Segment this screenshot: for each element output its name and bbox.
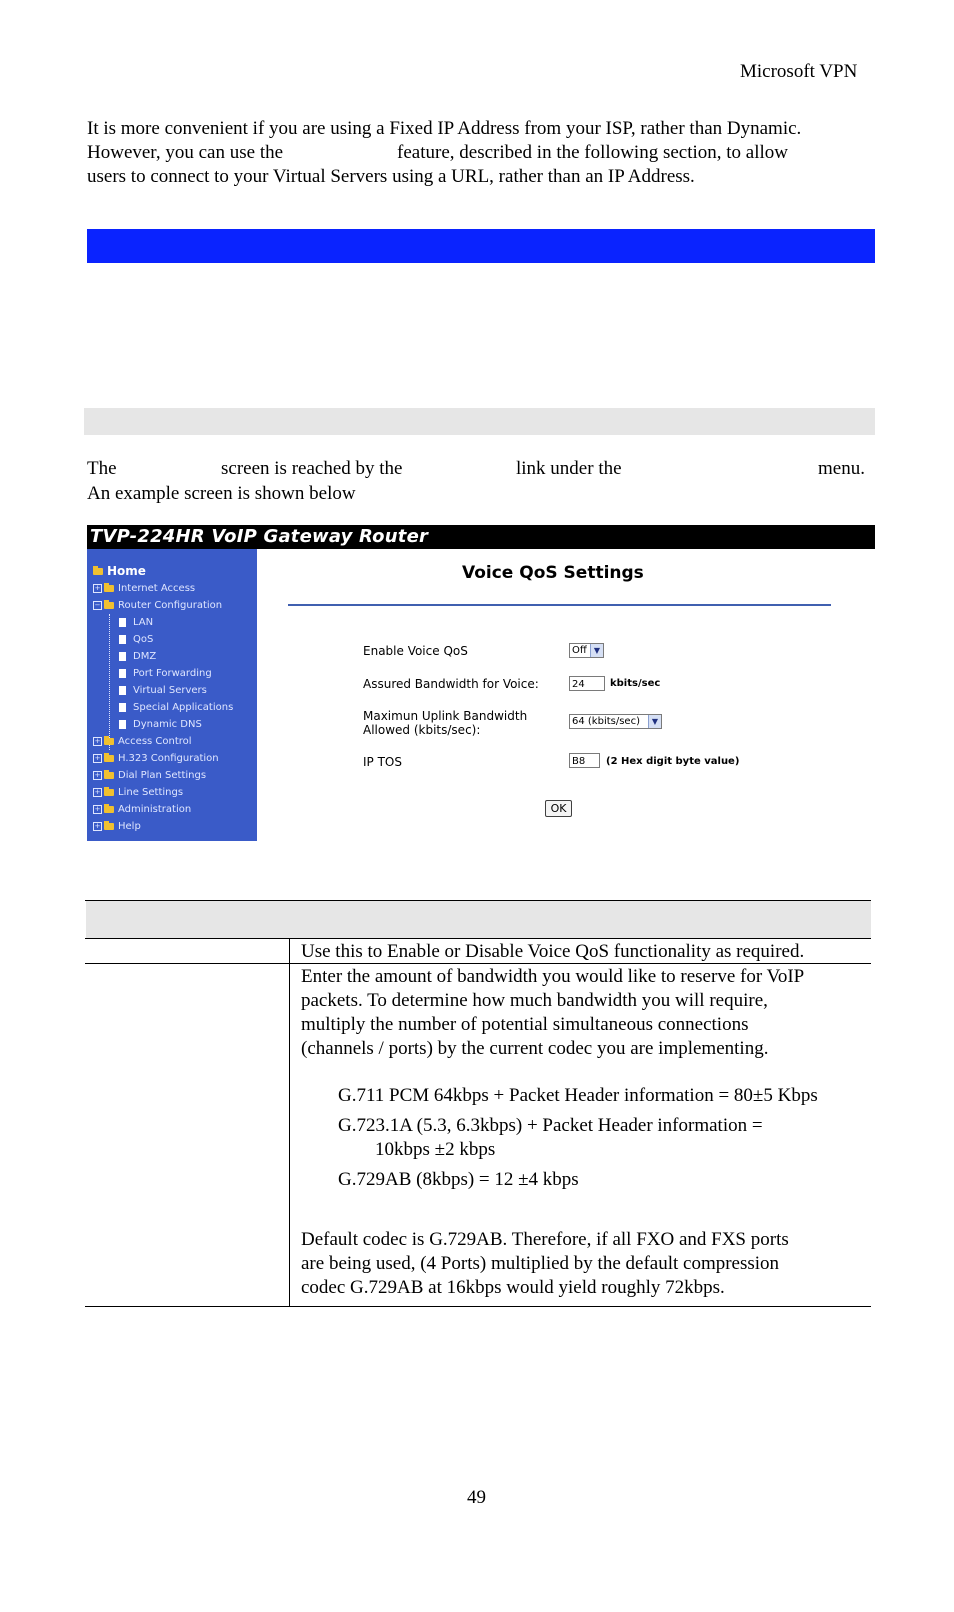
- description-line: multiply the number of potential simultaneous connections: [301, 1014, 749, 1035]
- reach-text-1: The: [87, 458, 117, 479]
- bandwidth-unit: kbits/sec: [610, 678, 661, 689]
- page-icon: [119, 669, 126, 678]
- folder-icon: [104, 602, 114, 609]
- tree-connector: [109, 614, 110, 750]
- table-divider: [85, 938, 871, 939]
- nav-help[interactable]: + Help: [94, 821, 141, 832]
- page-icon: [119, 703, 126, 712]
- nav-qos[interactable]: QoS: [119, 631, 153, 648]
- enable-voice-qos-value: Off: [572, 645, 587, 656]
- folder-open-icon: [93, 568, 103, 575]
- uplink-label-line1: Maximun Uplink Bandwidth: [363, 709, 528, 723]
- folder-icon: [104, 823, 114, 830]
- table-column-divider: [289, 938, 290, 1307]
- folder-icon: [104, 772, 114, 779]
- reach-text-3: link under the: [516, 458, 622, 479]
- folder-icon: [104, 738, 114, 745]
- expand-icon: +: [94, 804, 101, 813]
- ip-tos-hint: (2 Hex digit byte value): [606, 756, 740, 767]
- uplink-bandwidth-select[interactable]: [569, 714, 662, 729]
- nav-home-label: Home: [107, 564, 146, 578]
- expand-icon: +: [94, 583, 101, 592]
- nav-port-forwarding[interactable]: Port Forwarding: [119, 665, 212, 682]
- codec-g729: G.729AB (8kbps) = 12 ±4 kbps: [338, 1169, 579, 1190]
- running-header: Microsoft VPN: [740, 61, 858, 82]
- intro-line: users to connect to your Virtual Servers using a URL, rather than an IP Address.: [87, 166, 695, 187]
- router-screenshot: [87, 525, 875, 841]
- folder-icon: [104, 806, 114, 813]
- router-nav-menu: [87, 549, 257, 841]
- page-icon: [119, 618, 126, 627]
- folder-icon: [104, 789, 114, 796]
- expand-icon: +: [94, 753, 101, 762]
- enable-voice-qos-select[interactable]: [569, 643, 604, 658]
- description-line: Enter the amount of bandwidth you would like to reserve for VoIP: [301, 966, 805, 987]
- expand-icon: +: [94, 736, 101, 745]
- expand-icon: +: [94, 787, 101, 796]
- intro-paragraph: [87, 117, 877, 189]
- voice-qos-title: Voice QoS Settings: [462, 563, 644, 583]
- nav-dmz[interactable]: DMZ: [119, 648, 156, 665]
- reach-sentence: [87, 457, 869, 481]
- page-number: 49: [467, 1487, 486, 1508]
- page-icon: [119, 635, 126, 644]
- table-border-bottom: [85, 1306, 871, 1307]
- nav-dial-plan-settings[interactable]: + Dial Plan Settings: [94, 770, 207, 781]
- bandwidth-input[interactable]: 24: [569, 676, 605, 691]
- nav-internet-access[interactable]: + Internet Access: [94, 583, 196, 594]
- intro-line: However, you can use the feature, described in the following section, to allow: [87, 142, 788, 163]
- description-line: are being used, (4 Ports) multiplied by the default compression: [301, 1253, 780, 1274]
- description-line: codec G.729AB at 16kbps would yield roughly 72kbps.: [301, 1277, 725, 1298]
- router-title-bar: TVP-224HR VoIP Gateway Router: [87, 525, 875, 549]
- table-row-enable-description: Use this to Enable or Disable Voice QoS functionality as required.: [301, 941, 805, 962]
- folder-icon: [104, 755, 114, 762]
- section-heading-bar: [84, 408, 875, 435]
- bandwidth-label: Assured Bandwidth for Voice:: [363, 677, 539, 691]
- table-header-row: [86, 901, 871, 938]
- reach-text-2: screen is reached by the: [221, 458, 403, 479]
- chevron-down-icon: ▼: [590, 644, 603, 657]
- enable-voice-qos-label: Enable Voice QoS: [363, 644, 468, 658]
- page-icon: [119, 686, 126, 695]
- description-line: packets. To determine how much bandwidth you will require,: [301, 990, 768, 1011]
- nav-dynamic-dns[interactable]: Dynamic DNS: [119, 716, 202, 733]
- folder-icon: [104, 585, 114, 592]
- ok-button[interactable]: OK: [545, 800, 572, 817]
- nav-lan[interactable]: LAN: [119, 614, 153, 631]
- nav-home[interactable]: [93, 563, 146, 580]
- ip-tos-label: IP TOS: [363, 755, 402, 769]
- nav-router-configuration[interactable]: − Router Configuration: [94, 600, 223, 611]
- chevron-down-icon: ▼: [648, 715, 661, 728]
- page-icon: [119, 652, 126, 661]
- nav-virtual-servers[interactable]: Virtual Servers: [119, 682, 207, 699]
- reach-text-4: menu.: [818, 458, 865, 479]
- nav-access-control[interactable]: + Access Control: [94, 736, 192, 747]
- chapter-heading-bar: [87, 229, 875, 263]
- codec-g711: G.711 PCM 64kbps + Packet Header information = 80±5 Kbps: [338, 1085, 818, 1106]
- intro-line: It is more convenient if you are using a Fixed IP Address from your ISP, rather than Dynamic.: [87, 118, 802, 139]
- collapse-icon: −: [94, 600, 101, 609]
- title-divider: [288, 604, 831, 606]
- codec-g723-line2: 10kbps ±2 kbps: [375, 1139, 496, 1160]
- uplink-bandwidth-value: 64 (kbits/sec): [572, 716, 640, 727]
- default-codec-note: [301, 1228, 789, 1300]
- description-line: (channels / ports) by the current codec you are implementing.: [301, 1038, 769, 1059]
- nav-line-settings[interactable]: + Line Settings: [94, 787, 184, 798]
- expand-icon: +: [94, 821, 101, 830]
- codec-g723-line1: G.723.1A (5.3, 6.3kbps) + Packet Header information =: [338, 1115, 763, 1136]
- uplink-label-line2: Allowed (kbits/sec):: [363, 723, 481, 737]
- nav-special-applications[interactable]: Special Applications: [119, 699, 233, 716]
- expand-icon: +: [94, 770, 101, 779]
- reach-sentence-2: An example screen is shown below: [87, 483, 356, 504]
- ip-tos-input[interactable]: B8: [569, 753, 600, 768]
- description-line: Default codec is G.729AB. Therefore, if all FXO and FXS ports: [301, 1229, 789, 1250]
- page-icon: [119, 720, 126, 729]
- nav-administration[interactable]: + Administration: [94, 804, 192, 815]
- table-row-bandwidth-description: [301, 965, 804, 1061]
- nav-h323-configuration[interactable]: + H.323 Configuration: [94, 753, 219, 764]
